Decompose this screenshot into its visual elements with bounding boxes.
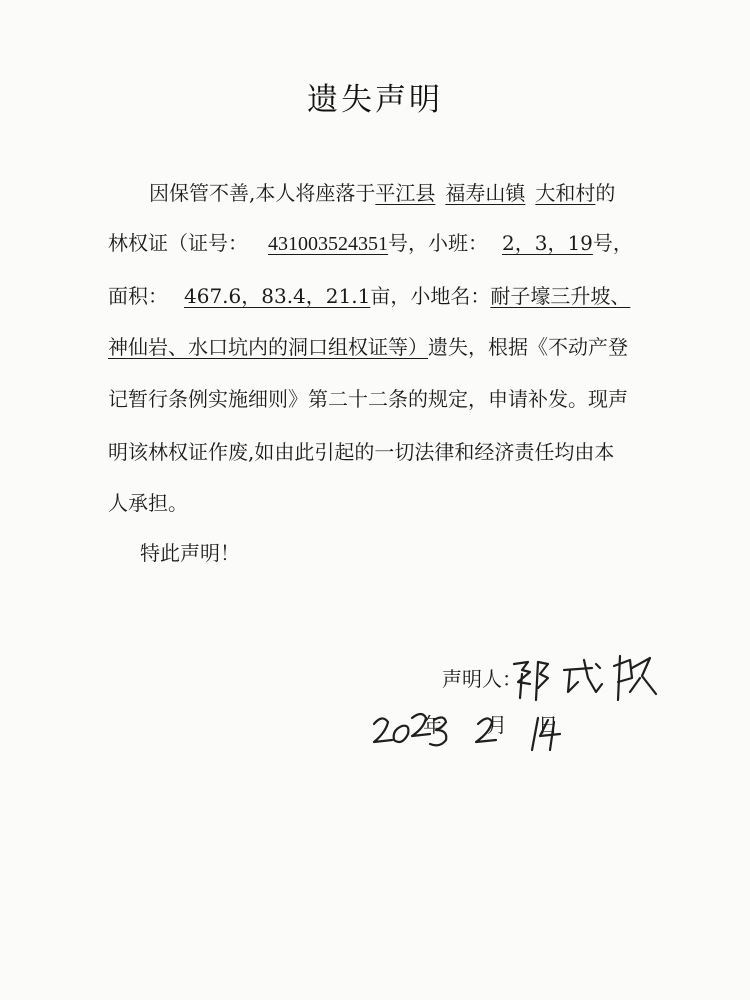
certificate-number: 431003524351 (268, 233, 388, 255)
line-1-prefix: 因保管不善,本人将座落于 (149, 181, 376, 205)
statement-line-2 (108, 228, 633, 259)
place-name-part-1: 耐子壕三升坡、 (490, 284, 631, 308)
line-2-prefix: 林权证（证号： (108, 231, 248, 255)
signer-label: 声明人： (442, 667, 522, 691)
date-month-label: 月 (487, 713, 507, 737)
area-values: 467.6，83.4，21.1 (184, 284, 371, 308)
line-3-middle: 亩，小地名： (370, 284, 491, 308)
village-name: 大和村 (535, 181, 596, 205)
statement-line-4 (108, 332, 628, 362)
date-year-label: 年 (423, 713, 443, 737)
town-name: 福寿山镇 (445, 181, 526, 205)
subplot-numbers: 2，3，19 (502, 231, 593, 255)
line-1-suffix: 的 (595, 181, 616, 205)
document-title: 遗失声明 (307, 82, 443, 118)
statement-line-5: 记暂行条例实施细则》第二十二条的规定，申请补发。现声 (108, 387, 628, 411)
handwritten-signature (500, 648, 665, 708)
statement-line-1 (149, 178, 615, 208)
date-day-label: 日 (538, 713, 558, 737)
statement-line-6: 明该林权证作废,如由此引起的一切法律和经济责任均由本 (108, 440, 615, 464)
place-name-part-2: 神仙岩、水口坑内的洞口组权证等） (108, 335, 428, 359)
line-2-middle: 号，小班： (388, 231, 488, 255)
closing-statement: 特此声明！ (140, 541, 240, 565)
line-3-prefix: 面积： (108, 284, 168, 308)
line-4-suffix: 遗失，根据《不动产登 (428, 335, 628, 359)
statement-line-7: 人承担。 (108, 491, 188, 515)
county-name: 平江县 (375, 181, 436, 205)
statement-line-3 (108, 281, 630, 311)
line-2-suffix: 号， (592, 231, 633, 255)
